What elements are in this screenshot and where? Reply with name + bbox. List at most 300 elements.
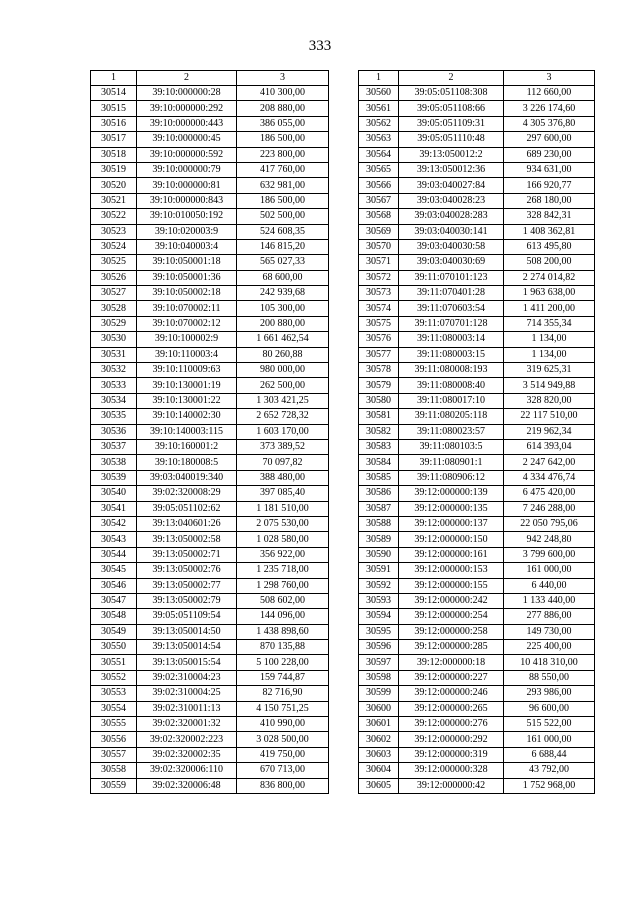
row-number-cell: 30540: [91, 486, 137, 501]
cadastral-number-cell: 39:03:040028:23: [399, 193, 504, 208]
amount-cell: 200 880,00: [237, 316, 329, 331]
amount-cell: 1 134,00: [504, 347, 595, 362]
row-number-cell: 30521: [91, 193, 137, 208]
row-number-cell: 30563: [359, 132, 399, 147]
row-number-cell: 30555: [91, 717, 137, 732]
row-number-cell: 30579: [359, 378, 399, 393]
row-number-cell: 30516: [91, 116, 137, 131]
table-row: [359, 286, 595, 301]
column-header: 1: [359, 71, 399, 86]
amount-cell: 508 602,00: [237, 593, 329, 608]
table-row: [91, 270, 329, 285]
cadastral-number-cell: 39:10:000000:843: [137, 193, 237, 208]
row-number-cell: 30554: [91, 701, 137, 716]
row-number-cell: 30537: [91, 439, 137, 454]
cadastral-number-cell: 39:12:000000:150: [399, 532, 504, 547]
row-number-cell: 30576: [359, 332, 399, 347]
cadastral-number-cell: 39:03:040030:69: [399, 255, 504, 270]
table-row: [91, 439, 329, 454]
cadastral-number-cell: 39:11:080023:57: [399, 424, 504, 439]
table-row: [91, 578, 329, 593]
cadastral-number-cell: 39:13:050015:54: [137, 655, 237, 670]
cadastral-number-cell: 39:10:000000:45: [137, 132, 237, 147]
row-number-cell: 30524: [91, 239, 137, 254]
amount-cell: 4 305 376,80: [504, 116, 595, 131]
column-header: 3: [237, 71, 329, 86]
table-row: [359, 732, 595, 747]
row-number-cell: 30602: [359, 732, 399, 747]
row-number-cell: 30601: [359, 717, 399, 732]
amount-cell: 410 300,00: [237, 86, 329, 101]
cadastral-number-cell: 39:05:051102:62: [137, 501, 237, 516]
cadastral-number-cell: 39:10:070002:12: [137, 316, 237, 331]
amount-cell: 22 050 795,06: [504, 516, 595, 531]
row-number-cell: 30535: [91, 409, 137, 424]
column-header: 2: [137, 71, 237, 86]
amount-cell: 2 274 014,82: [504, 270, 595, 285]
amount-cell: 149 730,00: [504, 624, 595, 639]
cadastral-number-cell: 39:11:070701:128: [399, 316, 504, 331]
row-number-cell: 30605: [359, 778, 399, 793]
amount-cell: 1 411 200,00: [504, 301, 595, 316]
row-number-cell: 30577: [359, 347, 399, 362]
cadastral-number-cell: 39:10:040003:4: [137, 239, 237, 254]
row-number-cell: 30551: [91, 655, 137, 670]
table-row: [91, 563, 329, 578]
row-number-cell: 30544: [91, 547, 137, 562]
table-row: [359, 132, 595, 147]
row-number-cell: 30550: [91, 640, 137, 655]
table-row: [359, 516, 595, 531]
table-row: [359, 193, 595, 208]
cadastral-number-cell: 39:11:080906:12: [399, 470, 504, 485]
table-row: [359, 501, 595, 516]
table-row: [91, 132, 329, 147]
amount-cell: 70 097,82: [237, 455, 329, 470]
table-row: [91, 424, 329, 439]
row-number-cell: 30592: [359, 578, 399, 593]
row-number-cell: 30549: [91, 624, 137, 639]
table-row: [91, 470, 329, 485]
amount-cell: 356 922,00: [237, 547, 329, 562]
cadastral-number-cell: 39:12:000000:135: [399, 501, 504, 516]
row-number-cell: 30542: [91, 516, 137, 531]
table-row: [359, 409, 595, 424]
amount-cell: 6 475 420,00: [504, 486, 595, 501]
row-number-cell: 30571: [359, 255, 399, 270]
table-row: [91, 193, 329, 208]
cadastral-number-cell: 39:13:050014:54: [137, 640, 237, 655]
table-row: [359, 363, 595, 378]
cadastral-number-cell: 39:10:140003:115: [137, 424, 237, 439]
table-row: [359, 101, 595, 116]
table-row: [359, 178, 595, 193]
amount-cell: 613 495,80: [504, 239, 595, 254]
row-number-cell: 30515: [91, 101, 137, 116]
table-row: [91, 178, 329, 193]
cadastral-number-cell: 39:10:010050:192: [137, 209, 237, 224]
cadastral-number-cell: 39:12:000000:227: [399, 670, 504, 685]
amount-cell: 1 028 580,00: [237, 532, 329, 547]
amount-cell: 1 298 760,00: [237, 578, 329, 593]
amount-cell: 208 880,00: [237, 101, 329, 116]
row-number-cell: 30527: [91, 286, 137, 301]
table-row: [91, 655, 329, 670]
table-row: [359, 778, 595, 793]
amount-cell: 689 230,00: [504, 147, 595, 162]
table-row: [91, 347, 329, 362]
row-number-cell: 30578: [359, 363, 399, 378]
amount-cell: 68 600,00: [237, 270, 329, 285]
amount-cell: 22 117 510,00: [504, 409, 595, 424]
amount-cell: 2 652 728,32: [237, 409, 329, 424]
amount-cell: 2 075 530,00: [237, 516, 329, 531]
table-row: [359, 439, 595, 454]
amount-cell: 3 799 600,00: [504, 547, 595, 562]
amount-cell: 268 180,00: [504, 193, 595, 208]
table-row: [359, 717, 595, 732]
table-row: [359, 547, 595, 562]
table-row: [359, 116, 595, 131]
table-row: [91, 640, 329, 655]
amount-cell: 515 522,00: [504, 717, 595, 732]
cadastral-number-cell: 39:11:080103:5: [399, 439, 504, 454]
cadastral-number-cell: 39:13:050002:71: [137, 547, 237, 562]
table-row: [359, 763, 595, 778]
table-row: [359, 239, 595, 254]
table-row: [359, 255, 595, 270]
cadastral-number-cell: 39:12:000000:285: [399, 640, 504, 655]
table-row: [91, 101, 329, 116]
cadastral-number-cell: 39:13:050002:76: [137, 563, 237, 578]
amount-cell: 88 550,00: [504, 670, 595, 685]
row-number-cell: 30523: [91, 224, 137, 239]
row-number-cell: 30518: [91, 147, 137, 162]
table-row: [91, 363, 329, 378]
cadastral-number-cell: 39:10:050001:36: [137, 270, 237, 285]
table-row: [91, 455, 329, 470]
cadastral-number-cell: 39:05:051108:66: [399, 101, 504, 116]
table-row: [359, 701, 595, 716]
amount-cell: 1 408 362,81: [504, 224, 595, 239]
amount-cell: 43 792,00: [504, 763, 595, 778]
cadastral-number-cell: 39:10:140002:30: [137, 409, 237, 424]
table-row: [359, 455, 595, 470]
table-row: [91, 593, 329, 608]
amount-cell: 1 963 638,00: [504, 286, 595, 301]
amount-cell: 80 260,88: [237, 347, 329, 362]
table-row: [359, 563, 595, 578]
table-row: [359, 686, 595, 701]
cadastral-number-cell: 39:05:051109:54: [137, 609, 237, 624]
row-number-cell: 30519: [91, 162, 137, 177]
row-number-cell: 30514: [91, 86, 137, 101]
row-number-cell: 30583: [359, 439, 399, 454]
amount-cell: 5 100 228,00: [237, 655, 329, 670]
row-number-cell: 30588: [359, 516, 399, 531]
cadastral-number-cell: 39:11:070603:54: [399, 301, 504, 316]
row-number-cell: 30598: [359, 670, 399, 685]
amount-cell: 942 248,80: [504, 532, 595, 547]
row-number-cell: 30590: [359, 547, 399, 562]
amount-cell: 1 235 718,00: [237, 563, 329, 578]
amount-cell: 6 440,00: [504, 578, 595, 593]
cadastral-number-cell: 39:10:070002:11: [137, 301, 237, 316]
cadastral-number-cell: 39:02:310004:25: [137, 686, 237, 701]
table-row: [91, 255, 329, 270]
row-number-cell: 30573: [359, 286, 399, 301]
cadastral-number-cell: 39:11:080901:1: [399, 455, 504, 470]
amount-cell: 82 716,90: [237, 686, 329, 701]
row-number-cell: 30553: [91, 686, 137, 701]
cadastral-number-cell: 39:11:080008:40: [399, 378, 504, 393]
amount-cell: 186 500,00: [237, 132, 329, 147]
amount-cell: 508 200,00: [504, 255, 595, 270]
table-row: [91, 378, 329, 393]
row-number-cell: 30556: [91, 732, 137, 747]
amount-cell: 161 000,00: [504, 732, 595, 747]
row-number-cell: 30545: [91, 563, 137, 578]
cadastral-number-cell: 39:02:320006:110: [137, 763, 237, 778]
table-row: [359, 301, 595, 316]
amount-cell: 388 480,00: [237, 470, 329, 485]
table-row: [91, 547, 329, 562]
amount-cell: 219 962,34: [504, 424, 595, 439]
row-number-cell: 30546: [91, 578, 137, 593]
cadastral-number-cell: 39:12:000000:161: [399, 547, 504, 562]
amount-cell: 328 842,31: [504, 209, 595, 224]
table-row: [359, 670, 595, 685]
row-number-cell: 30548: [91, 609, 137, 624]
cadastral-number-cell: 39:13:050014:50: [137, 624, 237, 639]
row-number-cell: 30529: [91, 316, 137, 331]
table-row: [91, 486, 329, 501]
row-number-cell: 30570: [359, 239, 399, 254]
row-number-cell: 30539: [91, 470, 137, 485]
table-row: [91, 609, 329, 624]
cadastral-number-cell: 39:13:050012:36: [399, 162, 504, 177]
table-row: [91, 224, 329, 239]
cadastral-number-cell: 39:12:000000:254: [399, 609, 504, 624]
row-number-cell: 30561: [359, 101, 399, 116]
amount-cell: 3 514 949,88: [504, 378, 595, 393]
row-number-cell: 30585: [359, 470, 399, 485]
row-number-cell: 30581: [359, 409, 399, 424]
amount-cell: 373 389,52: [237, 439, 329, 454]
row-number-cell: 30552: [91, 670, 137, 685]
row-number-cell: 30580: [359, 393, 399, 408]
table-row: [359, 86, 595, 101]
table-row: [359, 378, 595, 393]
cadastral-number-cell: 39:02:320001:32: [137, 717, 237, 732]
row-number-cell: 30532: [91, 363, 137, 378]
cadastral-number-cell: 39:10:130001:22: [137, 393, 237, 408]
table-row: [91, 670, 329, 685]
cadastral-number-cell: 39:10:000000:81: [137, 178, 237, 193]
table-row: [359, 532, 595, 547]
register-table-left: [90, 70, 329, 794]
row-number-cell: 30528: [91, 301, 137, 316]
cadastral-number-cell: 39:12:000000:155: [399, 578, 504, 593]
row-number-cell: 30575: [359, 316, 399, 331]
table-row: [91, 763, 329, 778]
amount-cell: 614 393,04: [504, 439, 595, 454]
cadastral-number-cell: 39:11:080205:118: [399, 409, 504, 424]
amount-cell: 410 990,00: [237, 717, 329, 732]
table-row: [91, 332, 329, 347]
cadastral-number-cell: 39:12:000000:139: [399, 486, 504, 501]
row-number-cell: 30594: [359, 609, 399, 624]
amount-cell: 10 418 310,00: [504, 655, 595, 670]
table-row: [359, 609, 595, 624]
row-number-cell: 30536: [91, 424, 137, 439]
amount-cell: 714 355,34: [504, 316, 595, 331]
row-number-cell: 30597: [359, 655, 399, 670]
amount-cell: 262 500,00: [237, 378, 329, 393]
cadastral-number-cell: 39:12:000000:42: [399, 778, 504, 793]
row-number-cell: 30557: [91, 747, 137, 762]
amount-cell: 1 603 170,00: [237, 424, 329, 439]
cadastral-number-cell: 39:12:000000:137: [399, 516, 504, 531]
amount-cell: 242 939,68: [237, 286, 329, 301]
table-row: [359, 347, 595, 362]
amount-cell: 105 300,00: [237, 301, 329, 316]
cadastral-number-cell: 39:11:080017:10: [399, 393, 504, 408]
cadastral-number-cell: 39:05:051108:308: [399, 86, 504, 101]
cadastral-number-cell: 39:02:320008:29: [137, 486, 237, 501]
table-row: [91, 732, 329, 747]
cadastral-number-cell: 39:12:000000:319: [399, 747, 504, 762]
cadastral-number-cell: 39:02:320002:35: [137, 747, 237, 762]
cadastral-number-cell: 39:10:050002:18: [137, 286, 237, 301]
row-number-cell: 30582: [359, 424, 399, 439]
row-number-cell: 30526: [91, 270, 137, 285]
row-number-cell: 30565: [359, 162, 399, 177]
row-number-cell: 30572: [359, 270, 399, 285]
row-number-cell: 30525: [91, 255, 137, 270]
cadastral-number-cell: 39:02:310004:23: [137, 670, 237, 685]
row-number-cell: 30603: [359, 747, 399, 762]
row-number-cell: 30587: [359, 501, 399, 516]
cadastral-number-cell: 39:10:130001:19: [137, 378, 237, 393]
row-number-cell: 30566: [359, 178, 399, 193]
cadastral-number-cell: 39:12:000000:292: [399, 732, 504, 747]
amount-cell: 670 713,00: [237, 763, 329, 778]
amount-cell: 417 760,00: [237, 162, 329, 177]
cadastral-number-cell: 39:13:040601:26: [137, 516, 237, 531]
row-number-cell: 30562: [359, 116, 399, 131]
amount-cell: 7 246 288,00: [504, 501, 595, 516]
cadastral-number-cell: 39:12:000000:18: [399, 655, 504, 670]
amount-cell: 4 334 476,74: [504, 470, 595, 485]
amount-cell: 4 150 751,25: [237, 701, 329, 716]
amount-cell: 836 800,00: [237, 778, 329, 793]
row-number-cell: 30538: [91, 455, 137, 470]
table-row: [91, 701, 329, 716]
amount-cell: 3 226 174,60: [504, 101, 595, 116]
table-row: [359, 209, 595, 224]
amount-cell: 225 400,00: [504, 640, 595, 655]
cadastral-number-cell: 39:02:320002:223: [137, 732, 237, 747]
amount-cell: 161 000,00: [504, 563, 595, 578]
table-row: [91, 717, 329, 732]
row-number-cell: 30568: [359, 209, 399, 224]
amount-cell: 980 000,00: [237, 363, 329, 378]
cadastral-number-cell: 39:03:040019:340: [137, 470, 237, 485]
row-number-cell: 30517: [91, 132, 137, 147]
cadastral-number-cell: 39:11:080003:15: [399, 347, 504, 362]
cadastral-number-cell: 39:11:080008:193: [399, 363, 504, 378]
cadastral-number-cell: 39:13:050002:79: [137, 593, 237, 608]
page-number: 333: [308, 38, 332, 54]
amount-cell: 96 600,00: [504, 701, 595, 716]
cadastral-number-cell: 39:10:160001:2: [137, 439, 237, 454]
cadastral-number-cell: 39:11:070101:123: [399, 270, 504, 285]
row-number-cell: 30595: [359, 624, 399, 639]
register-table-right: [358, 70, 595, 794]
cadastral-number-cell: 39:10:100002:9: [137, 332, 237, 347]
row-number-cell: 30584: [359, 455, 399, 470]
cadastral-number-cell: 39:10:180008:5: [137, 455, 237, 470]
table-header-row: [91, 71, 329, 86]
amount-cell: 3 028 500,00: [237, 732, 329, 747]
amount-cell: 166 920,77: [504, 178, 595, 193]
row-number-cell: 30604: [359, 763, 399, 778]
amount-cell: 1 181 510,00: [237, 501, 329, 516]
cadastral-number-cell: 39:12:000000:265: [399, 701, 504, 716]
cadastral-number-cell: 39:12:000000:242: [399, 593, 504, 608]
column-header: 3: [504, 71, 595, 86]
cadastral-number-cell: 39:03:040028:283: [399, 209, 504, 224]
table-row: [359, 593, 595, 608]
amount-cell: 565 027,33: [237, 255, 329, 270]
amount-cell: 1 134,00: [504, 332, 595, 347]
amount-cell: 297 600,00: [504, 132, 595, 147]
row-number-cell: 30534: [91, 393, 137, 408]
cadastral-number-cell: 39:11:070401:28: [399, 286, 504, 301]
amount-cell: 419 750,00: [237, 747, 329, 762]
cadastral-number-cell: 39:10:000000:28: [137, 86, 237, 101]
row-number-cell: 30530: [91, 332, 137, 347]
amount-cell: 144 096,00: [237, 609, 329, 624]
table-row: [91, 686, 329, 701]
table-row: [91, 624, 329, 639]
column-header: 1: [91, 71, 137, 86]
column-header: 2: [399, 71, 504, 86]
row-number-cell: 30541: [91, 501, 137, 516]
cadastral-number-cell: 39:02:310011:13: [137, 701, 237, 716]
amount-cell: 2 247 642,00: [504, 455, 595, 470]
table-row: [359, 424, 595, 439]
row-number-cell: 30589: [359, 532, 399, 547]
cadastral-number-cell: 39:12:000000:153: [399, 563, 504, 578]
cadastral-number-cell: 39:03:040030:58: [399, 239, 504, 254]
amount-cell: 502 500,00: [237, 209, 329, 224]
cadastral-number-cell: 39:13:050002:77: [137, 578, 237, 593]
table-row: [91, 409, 329, 424]
cadastral-number-cell: 39:10:000000:443: [137, 116, 237, 131]
amount-cell: 223 800,00: [237, 147, 329, 162]
row-number-cell: 30569: [359, 224, 399, 239]
amount-cell: 524 608,35: [237, 224, 329, 239]
row-number-cell: 30531: [91, 347, 137, 362]
row-number-cell: 30520: [91, 178, 137, 193]
row-number-cell: 30559: [91, 778, 137, 793]
cadastral-number-cell: 39:10:020003:9: [137, 224, 237, 239]
table-row: [91, 162, 329, 177]
row-number-cell: 30560: [359, 86, 399, 101]
cadastral-number-cell: 39:12:000000:276: [399, 717, 504, 732]
